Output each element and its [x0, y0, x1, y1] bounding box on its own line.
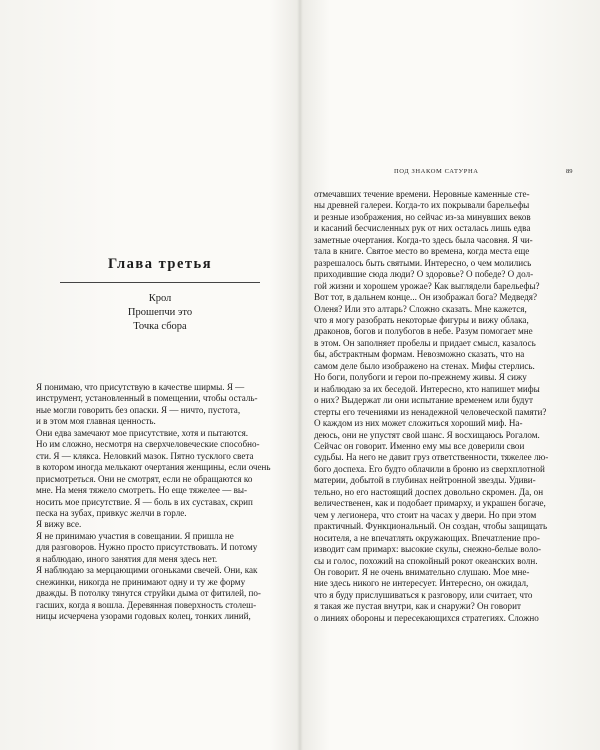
- text-line: драконов, богов и полубогов в небе. Разум помогает мне: [314, 326, 533, 337]
- text-line: гой жизни и хорошем урожае? Как выглядели барельефы?: [314, 280, 540, 291]
- text-line: и касаний бесчисленных рук от них осталась лишь едва: [314, 223, 531, 234]
- chapter-subtitle: [60, 292, 260, 334]
- left-page-body: [36, 382, 276, 623]
- text-line: песка на зубах, привкус желчи в горле.: [36, 507, 187, 518]
- text-line: я такая же пустая внутри, как и снаружи? Он говорит: [314, 601, 521, 612]
- text-line: гасших, когда я вошла. Деревянная поверхность столеш-: [36, 599, 257, 610]
- text-line: самом деле было изображено на стенах. Мифы стерлись.: [314, 360, 535, 371]
- text-line: ницы исчерчена узорами годовых колец, тонких линий,: [36, 611, 251, 622]
- text-line: Я вижу все.: [36, 519, 82, 530]
- text-line: изводит сам примарх: высокие скулы, снежно-белые воло-: [314, 544, 542, 555]
- text-line: присмотреться. Они не смотрят, если не обращаются ко: [36, 473, 253, 484]
- text-line: ные могли говорить без опаски. Я — ничто, пустота,: [36, 404, 241, 415]
- text-line: Но им сложно, несмотря на сверхчеловеческие способно-: [36, 439, 260, 450]
- text-line: стерты его течениями из ненадежной человеческой памяти?: [314, 406, 547, 417]
- text-line: разрешалось быть святыми. Интересно, о чем молились: [314, 257, 532, 268]
- text-line: О каждом из них может сложиться хороший миф. На-: [314, 418, 523, 429]
- text-line: Он говорит. Я не очень внимательно слушаю. Мое мне-: [314, 566, 530, 577]
- text-line: для разговоров. Нужно просто присутствовать. И потому: [36, 542, 258, 553]
- text-line: о линиях обороны и пересекающихся стратегиях. Сложно: [314, 612, 539, 623]
- text-line: Но боги, полубоги и герои по-прежнему живы. Я сижу: [314, 372, 527, 383]
- text-line: сы и голос, похожий на спокойный рокот океанских волн.: [314, 555, 538, 566]
- text-line: практичный. Функциональный. Он создан, чтобы защищать: [314, 521, 548, 532]
- chapter-heading: [60, 256, 260, 334]
- text-line: мне. На меня тяжело смотреть. Но еще тяжелее — вы-: [36, 485, 247, 496]
- text-line: и наблюдаю за их беседой. Интересно, кто напишет мифы: [314, 383, 540, 394]
- text-line: носить мое присутствие. Я — боль в их суставах, скрип: [36, 496, 253, 507]
- text-line: величественен, как и подобает примарху, и украшен богаче,: [314, 498, 546, 509]
- text-line: бы, абстрактным формам. Невозможно сказать, что на: [314, 349, 525, 360]
- chapter-subtitle-line: Точка сбора: [133, 321, 187, 332]
- text-line: бого доспеха. Его будто облачили в броню из сверхплотной: [314, 463, 545, 474]
- chapter-title: Глава третья: [60, 256, 260, 283]
- text-line: судьбы. На него не давит груз ответственности, тяжелее лю-: [314, 452, 549, 463]
- text-line: в котором иногда мелькают очертания женщины, если очень: [36, 462, 271, 473]
- text-line: и в этом моя главная ценность.: [36, 416, 156, 427]
- text-line: Я понимаю, что присутствую в качестве ширмы. Я —: [36, 382, 245, 392]
- text-line: что я могу разобрать некоторые фигуры и вижу облака,: [314, 314, 529, 325]
- text-line: тельно, но его настоящий доспех довольно скромен. Да, он: [314, 486, 544, 497]
- text-line: заметные очертания. Когда-то здесь была часовня. Я чи-: [314, 234, 533, 245]
- running-head: ПОД ЗНАКОМ САТУРНА: [394, 168, 479, 175]
- page-number: 89: [566, 168, 573, 175]
- text-line: я наблюдаю, иного занятия для меня здесь нет.: [36, 553, 218, 564]
- text-line: отмечавших течение времени. Неровные каменные сте-: [314, 189, 530, 199]
- text-line: носителя, а не впечатлять окружающих. Впечатление про-: [314, 532, 540, 543]
- text-line: Они едва замечают мое присутствие, хотя и пытаются.: [36, 427, 249, 438]
- chapter-subtitle-line: Прошепчи это: [127, 307, 193, 318]
- text-line: и резные изображения, но сейчас из-за минувших веков: [314, 211, 531, 222]
- text-line: снежинки, никогда не принимают одну и ту же форму: [36, 576, 246, 587]
- text-line: о них? Выдержат ли они испытание временем или будут: [314, 395, 533, 406]
- text-line: дважды. В потолку тянутся струйки дыма от фитилей, по-: [36, 588, 261, 599]
- text-line: что я буду прислушиваться к разговору, или считает, что: [314, 589, 533, 600]
- text-line: материи, добытой в глубинах нейтронной звезды. Удиви-: [314, 475, 536, 486]
- text-line: чем у легионера, что стоит на часах у двери. Но при этом: [314, 509, 537, 520]
- text-line: в этом. Он заполняет пробелы и придает смысл, казалось: [314, 337, 536, 348]
- text-line: Я не принимаю участия в совещании. Я пришла не: [36, 530, 234, 541]
- text-line: Сейчас он говорит. Именно ему мы все доверили свои: [314, 440, 525, 451]
- text-line: приходившие сюда люди? О здоровье? О победе? О дол-: [314, 269, 534, 280]
- text-line: ны древней галереи. Когда-то их покрывали барельефы: [314, 200, 530, 211]
- text-line: Я наблюдаю за мерцающими огоньками свечей. Они, как: [36, 565, 258, 576]
- text-line: ние здесь никого не интересует. Интересно, он ожидал,: [314, 578, 529, 589]
- text-line: тала в книге. Святое место во времена, когда места еще: [314, 246, 530, 257]
- text-line: Вот тот, в дальнем конце... Он изображал бога? Медведя?: [314, 292, 537, 303]
- text-line: Оленя? Или это алтарь? Сложно сказать. Мне кажется,: [314, 303, 527, 314]
- text-line: инструмент, установленный в помещении, чтобы осталь-: [36, 393, 258, 404]
- right-page-body: [314, 189, 572, 624]
- chapter-subtitle-line: Крол: [148, 293, 172, 304]
- text-line: сти. Я — клякса. Неловкий мазок. Пятно тусклого света: [36, 450, 254, 461]
- text-line: деюсь, они не упустят свой шанс. Я восхищаюсь Рогалом.: [314, 429, 540, 440]
